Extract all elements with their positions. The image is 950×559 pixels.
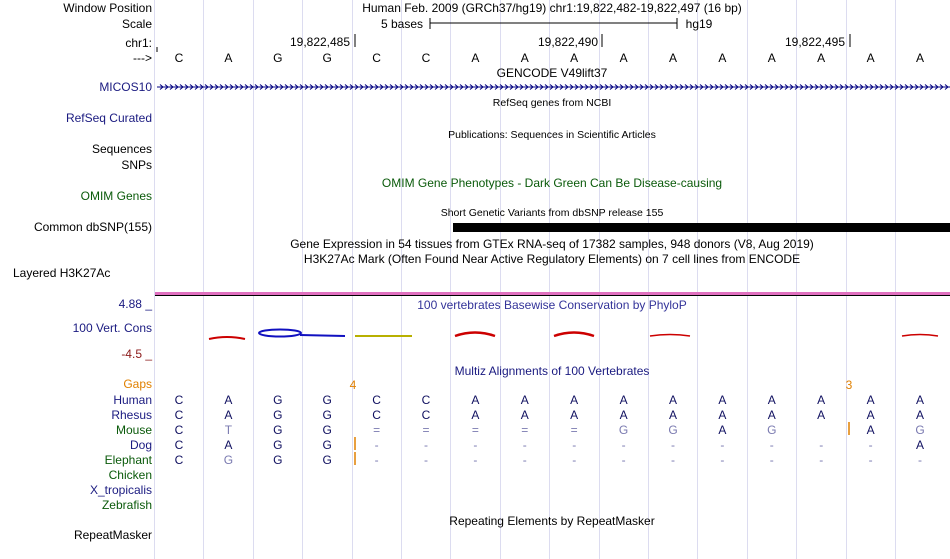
alignment-base: A: [718, 393, 727, 407]
alignment-base: C: [421, 393, 431, 407]
alignment-base: A: [224, 408, 233, 422]
species-label-dog[interactable]: Dog: [129, 438, 152, 452]
alignment-base: -: [621, 438, 626, 452]
alignment-base: A: [817, 393, 826, 407]
reference-base: A: [718, 51, 727, 65]
alignment-base: =: [373, 423, 381, 437]
alignment-base: A: [718, 423, 727, 437]
gtex-track-title: Gene Expression in 54 tissues from GTEx RNA-seq of 17382 samples, 948 donors (V8, Aug 2019): [290, 237, 814, 251]
alignment-base: -: [819, 438, 824, 452]
alignment-base: -: [424, 453, 428, 467]
gap-count-label: 3: [845, 378, 853, 392]
alignment-base: -: [572, 438, 577, 452]
reference-base: A: [866, 51, 875, 65]
species-label-chicken[interactable]: Chicken: [108, 468, 152, 482]
alignment-base: =: [521, 423, 529, 437]
publications-track-title: Publications: Sequences in Scientific Articles: [448, 129, 656, 141]
alignment-base: -: [522, 438, 527, 452]
alignment-base: G: [273, 423, 283, 437]
dbsnp-track-title: Short Genetic Variants from dbSNP release 155: [440, 207, 664, 219]
alignment-base: A: [520, 408, 529, 422]
reference-base: A: [224, 51, 233, 65]
alignment-base: C: [421, 408, 431, 422]
alignment-base: =: [570, 423, 578, 437]
sequences-track-label[interactable]: Sequences: [91, 142, 152, 156]
reference-base: A: [767, 51, 776, 65]
alignment-base: A: [718, 408, 727, 422]
refseq-track-label[interactable]: RefSeq Curated: [65, 111, 152, 125]
phylop-max-label: 4.88 _: [118, 297, 152, 311]
alignment-base: C: [174, 438, 184, 452]
alignment-base: A: [520, 393, 529, 407]
alignment-base: C: [174, 423, 184, 437]
alignment-base: A: [471, 393, 480, 407]
reference-base: C: [421, 51, 431, 65]
alignment-base: G: [322, 408, 332, 422]
position-tick-label: 19,822,495: [784, 35, 846, 49]
alignment-base: -: [769, 438, 774, 452]
species-label-mouse[interactable]: Mouse: [115, 423, 152, 437]
phylop-track-label[interactable]: 100 Vert. Cons: [72, 321, 152, 335]
repeatmasker-track-label[interactable]: RepeatMasker: [73, 528, 152, 542]
assembly-position-text: Human Feb. 2009 (GRCh37/hg19) chr1:19,822,482-19,822,497 (16 bp): [362, 1, 742, 15]
gap-markers: [355, 422, 849, 465]
phylop-conservation-plot: [209, 330, 938, 340]
scale-bases-text: 5 bases: [380, 17, 424, 31]
h3k27ac-track-title: H3K27Ac Mark (Often Found Near Active Regulatory Elements) on 7 cell lines from ENCODE: [303, 252, 801, 266]
phylop-min-label: -4.5 _: [121, 347, 152, 361]
alignment-base: G: [322, 438, 332, 452]
species-label-rhesus[interactable]: Rhesus: [111, 408, 152, 422]
alignment-base: G: [273, 438, 283, 452]
dbsnp-track-label[interactable]: Common dbSNP(155): [33, 220, 152, 234]
alignment-base: -: [868, 453, 873, 467]
reference-base: G: [273, 51, 283, 65]
species-label-human[interactable]: Human: [113, 393, 152, 407]
alignment-base: A: [915, 408, 925, 422]
alignment-base: A: [570, 393, 579, 407]
position-tick-label: 19,822,490: [537, 35, 599, 49]
reference-base: C: [372, 51, 381, 65]
species-label-zebrafish[interactable]: Zebrafish: [101, 498, 152, 512]
alignment-base: C: [372, 393, 381, 407]
alignment-base: A: [224, 393, 233, 407]
alignment-base: G: [273, 453, 283, 467]
alignment-base: A: [224, 438, 233, 452]
alignment-base: A: [619, 408, 628, 422]
chr-label: chr1:: [125, 36, 152, 50]
alignment-base: -: [671, 438, 675, 452]
alignment-base: -: [522, 453, 527, 467]
reference-base: C: [174, 51, 184, 65]
alignment-base: -: [720, 453, 725, 467]
gap-count-label: 4: [349, 378, 357, 392]
gaps-label: Gaps: [123, 377, 152, 391]
alignment-base: G: [223, 453, 234, 467]
reference-base: A: [817, 51, 826, 65]
scale-bar: [430, 18, 677, 29]
alignment-base: =: [422, 423, 430, 437]
alignment-base: A: [767, 408, 776, 422]
position-ticks: [157, 34, 850, 52]
scale-label: Scale: [121, 17, 152, 31]
alignment-base: -: [671, 453, 675, 467]
reference-base: A: [570, 51, 579, 65]
alignment-base: T: [224, 423, 233, 437]
reference-base: A: [915, 51, 925, 65]
alignment-base: -: [868, 438, 873, 452]
repeatmasker-track-title: Repeating Elements by RepeatMasker: [449, 514, 655, 528]
alignment-base: -: [720, 438, 725, 452]
reference-base: A: [619, 51, 628, 65]
alignment-base: -: [769, 453, 774, 467]
alignment-base: G: [915, 423, 925, 437]
reference-base: A: [471, 51, 480, 65]
alignment-base: G: [322, 453, 332, 467]
alignment-base: A: [668, 393, 678, 407]
alignment-base: G: [618, 423, 629, 437]
phylop-track-title: 100 vertebrates Basewise Conservation by PhyloP: [417, 298, 687, 312]
alignment-base: A: [471, 408, 480, 422]
refseq-track-title: RefSeq genes from NCBI: [492, 97, 612, 109]
alignment-base: -: [424, 438, 428, 452]
alignment-base: G: [322, 423, 332, 437]
alignment-base: G: [273, 408, 283, 422]
alignment-base: =: [471, 423, 479, 437]
alignment-base: -: [473, 453, 478, 467]
gencode-gene-line[interactable]: [157, 85, 950, 90]
omim-track-title: OMIM Gene Phenotypes - Dark Green Can Be Disease-causing: [381, 176, 723, 190]
window-position-label: Window Position: [63, 1, 152, 15]
reference-base: A: [520, 51, 529, 65]
alignment-base: A: [866, 408, 875, 422]
alignment-base: A: [866, 393, 875, 407]
alignment-base: C: [174, 408, 184, 422]
multiz-track-title: Multiz Alignments of 100 Vertebrates: [454, 364, 650, 378]
position-tick-label: 19,822,485: [289, 35, 351, 49]
reference-base: A: [668, 51, 678, 65]
alignment-base: A: [619, 393, 628, 407]
alignment-base: -: [572, 453, 577, 467]
alignment-base: G: [668, 423, 678, 437]
reference-base: G: [322, 51, 332, 65]
alignment-base: A: [817, 408, 826, 422]
alignment-base: G: [273, 393, 283, 407]
gene-label-micos10[interactable]: MICOS10: [99, 80, 152, 94]
alignment-base: -: [473, 438, 478, 452]
alignment-base: -: [374, 453, 379, 467]
alignment-base: A: [668, 408, 678, 422]
gencode-track-title: GENCODE V49lift37: [496, 66, 608, 80]
scale-db-text: hg19: [685, 17, 713, 31]
alignment-base: C: [174, 453, 184, 467]
h3k27ac-track-label[interactable]: Layered H3K27Ac: [13, 266, 111, 280]
species-label-x-tropicalis[interactable]: X_tropicalis: [89, 483, 152, 497]
strand-arrow-label: --->: [133, 51, 152, 65]
alignment-base: A: [767, 393, 776, 407]
alignment-base: A: [915, 438, 925, 452]
alignment-base: G: [767, 423, 777, 437]
omim-track-label[interactable]: OMIM Genes: [80, 189, 152, 203]
alignment-base: A: [915, 393, 925, 407]
alignment-base: C: [372, 408, 381, 422]
alignment-base: -: [621, 453, 626, 467]
species-label-elephant[interactable]: Elephant: [104, 453, 152, 467]
alignment-base: C: [174, 393, 184, 407]
alignment-base: -: [819, 453, 824, 467]
snps-track-label[interactable]: SNPs: [121, 158, 152, 172]
alignment-base: G: [322, 393, 332, 407]
alignment-base: -: [374, 438, 379, 452]
alignment-base: A: [570, 408, 579, 422]
alignment-base: A: [866, 423, 875, 437]
alignment-base: -: [918, 453, 922, 467]
